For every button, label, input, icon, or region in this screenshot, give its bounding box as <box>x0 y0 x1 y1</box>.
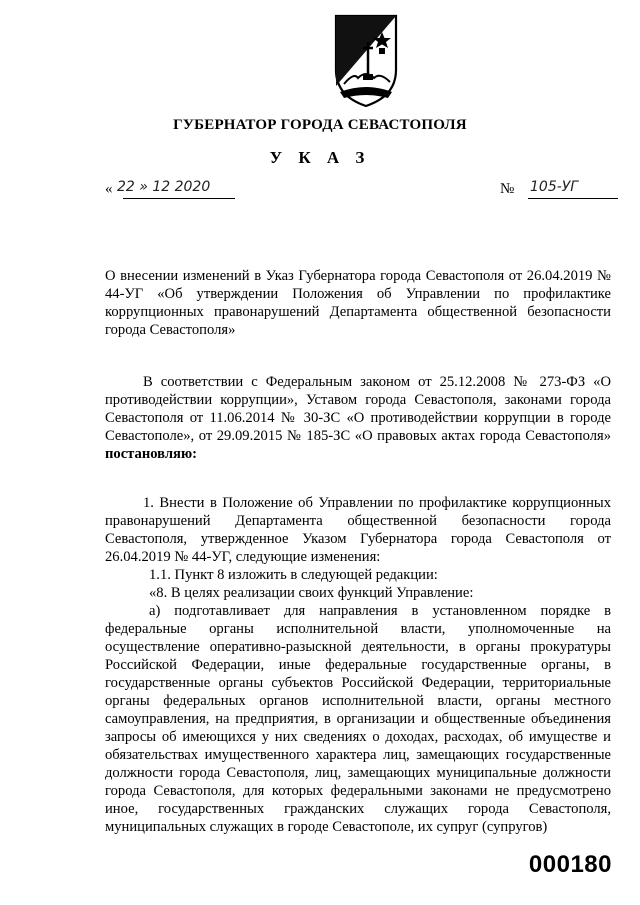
date-prefix: « <box>105 181 113 197</box>
item-8: «8. В целях реализации своих функций Управление: <box>149 585 474 601</box>
issuing-authority: ГУБЕРНАТОР ГОРОДА СЕВАСТОПОЛЯ <box>173 117 467 133</box>
date-underline <box>123 198 235 199</box>
preamble-text: В соответствии с Федеральным законом от 25.12.2008 № 273-ФЗ «О противодействии коррупции», Уставом города Севастополя, законами города Севастополя от 11.06.2014 № 30-ЗС «О противодействии коррупции в городе Севастополе», от 29.09.2015 № 185-ЗС «О правовых актах города Севастополя» <box>105 374 611 444</box>
decree-body <box>105 494 611 836</box>
number-field <box>500 181 618 198</box>
item-1: 1. Внести в Положение об Управлении по профилактике коррупционных правонарушений Департамента общественной безопасности города Севастополя, утвержденное Указом Губернатора города Севастополя от 26.04.2019 № 44-УГ, следующие изменения: <box>105 495 611 565</box>
stamp-number: 000180 <box>528 851 612 878</box>
number-underline <box>528 198 618 199</box>
preamble <box>105 373 611 463</box>
item-1-1: 1.1. Пункт 8 изложить в следующей редакции: <box>149 567 438 583</box>
number-value: 105-УГ <box>530 179 579 195</box>
decree-subject <box>105 267 611 339</box>
number-prefix: № <box>500 181 515 197</box>
coat-of-arms-emblem <box>330 12 402 110</box>
subject-text: О внесении изменений в Указ Губернатора города Севастополя от 26.04.2019 № 44-УГ «Об утверждении Положения об Управлении по профилактике коррупционных правонарушений Департамента общественной безопасности города Севастополя» <box>105 268 611 338</box>
date-value: 22 » 12 2020 <box>117 179 211 195</box>
date-field <box>105 181 235 198</box>
document-type: У К А З <box>269 148 371 167</box>
item-a: а) подготавливает для направления в установленном порядке в федеральные органы исполнительной власти, уполномоченные на осуществление оперативно-разыскной деятельности, в органы прокуратуры Российской Федерации, иные федеральные государственные органы, в государственные органы субъектов Российской Федерации, территориальные органы федеральных органов исполнительной власти, органы местного самоуправления, на предприятия, в организации и общественные объединения запросы об имеющихся у них сведениях о доходах, расходах, об имуществе и обязательствах имущественного характера лиц, замещающих государственные должности города Севастополя, лиц, замещающих муниципальные должности города Севастополя, для которых федеральными законами не предусмотрено иное, государственных гражданских служащих города Севастополя, муниципальных служащих в городе Севастополе, их супруг (супругов) <box>105 603 611 835</box>
decree-word: постановляю: <box>105 446 197 462</box>
